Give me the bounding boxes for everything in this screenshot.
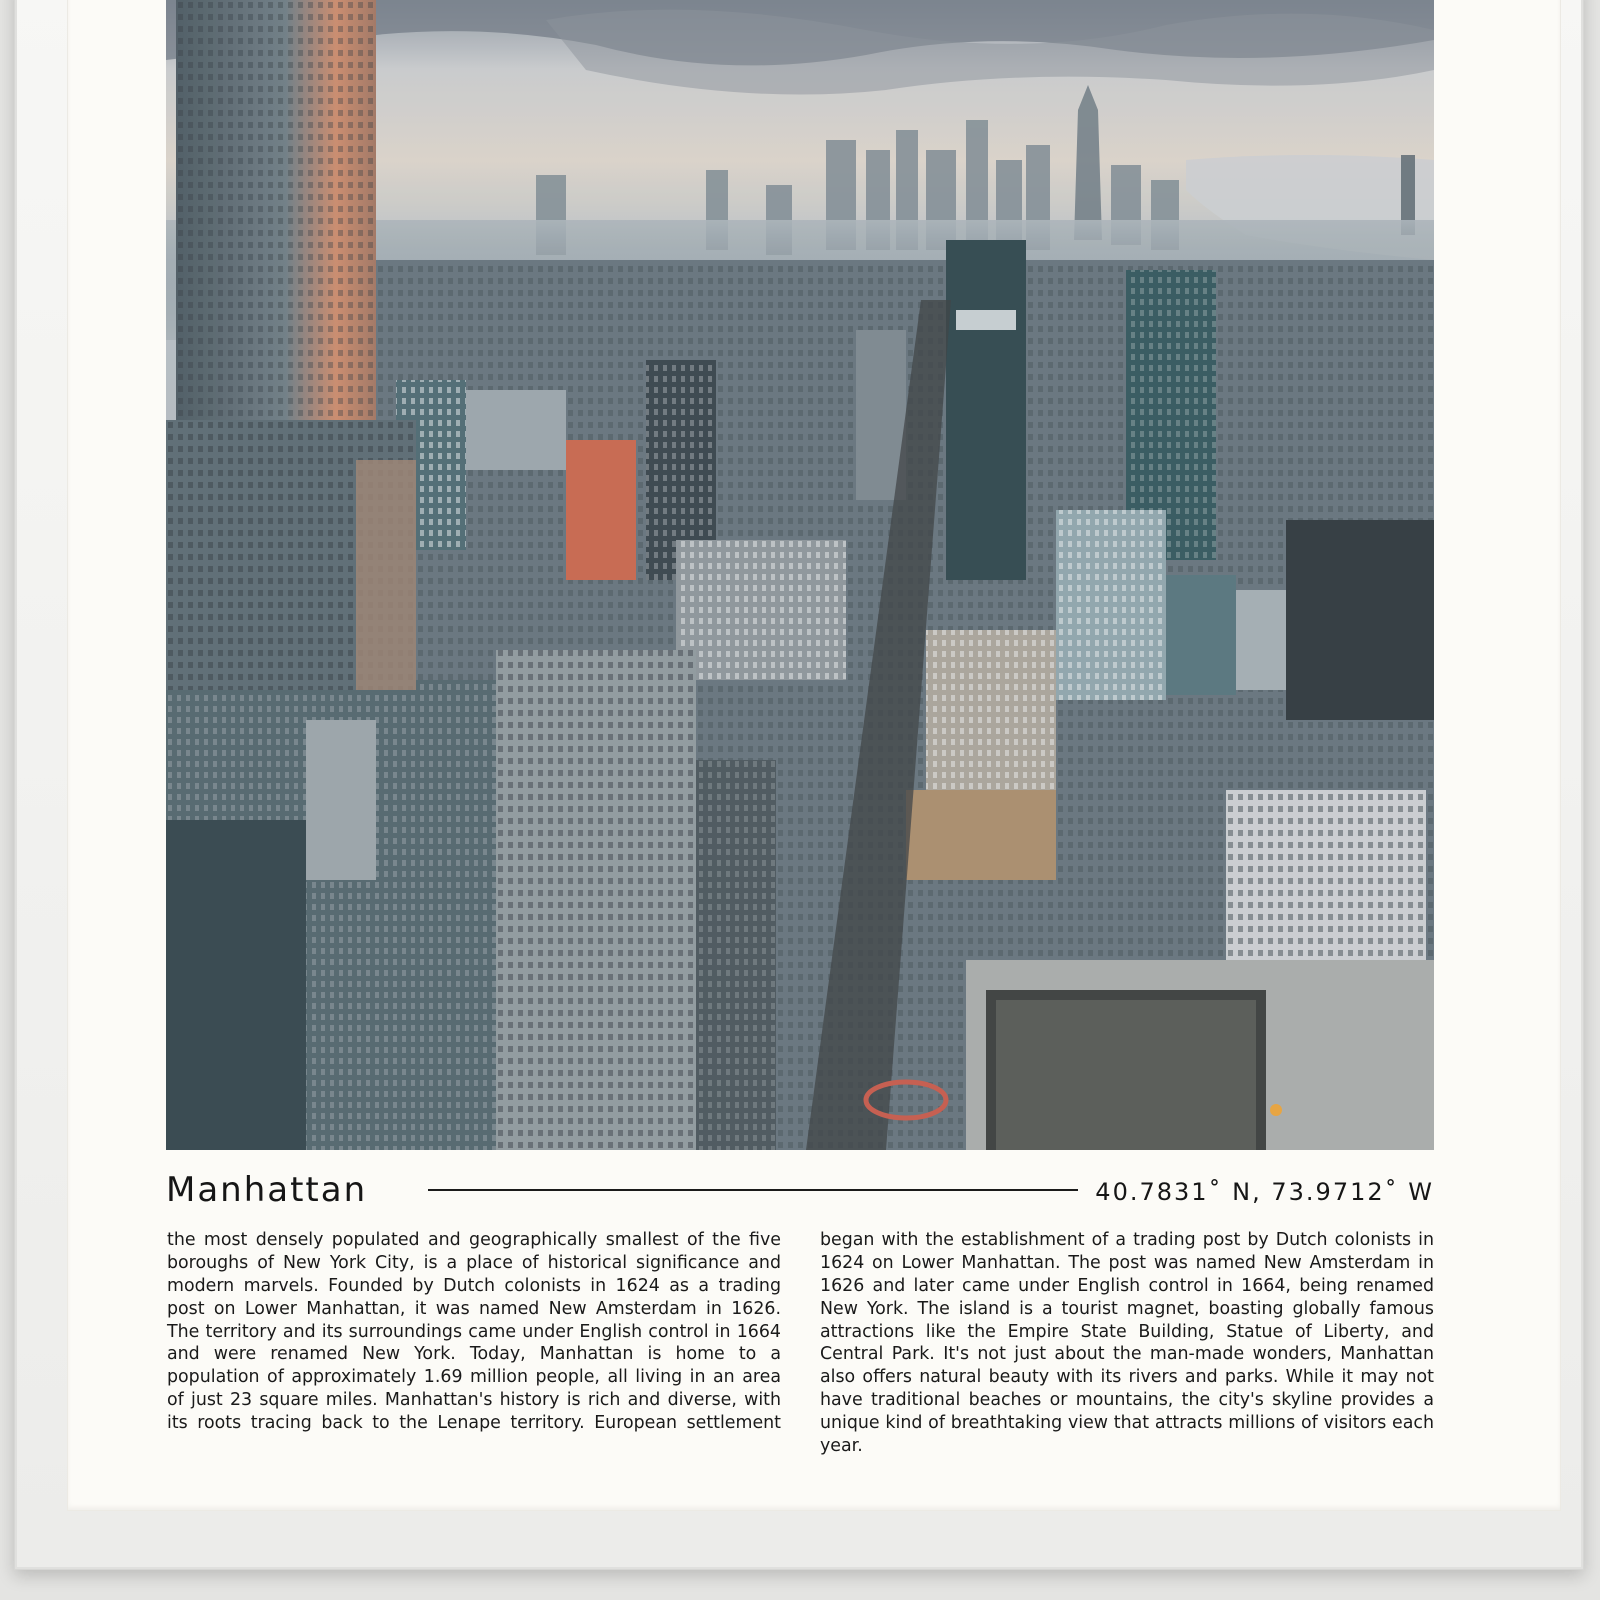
title-divider-line: [428, 1189, 1078, 1191]
caption-row: [166, 1170, 1434, 1210]
description-column-left: the most densely populated and geographically smallest of the five boroughs of New York City, is a place of historical significance and modern marvels. Founded by Dutch colonists in 1624 as a trading post on Lower Manhattan, it was named New Amsterdam in 1626. The territory and its surroundings came under English control in 1664 and were renamed New York. Today, Manhattan is home to a population of approximately 1.69 million people, all living in an area of just 23 square miles. Manhattan's history is rich and diverse, with its roots tracing back to the Lenape territory. European settlement: [167, 1230, 781, 1433]
poster-title: Manhattan: [166, 1170, 368, 1210]
manhattan-skyline-painting: [166, 0, 1434, 1150]
coordinates-label: 40.7831˚ N, 73.9712˚ W: [1095, 1178, 1434, 1206]
description-column-right: began with the establishment of a trading post by Dutch colonists in 1624 on Lower Manhattan. The post was named New Amsterdam in 1626 and later came under English control in 1664, being renamed New York. The island is a tourist magnet, boasting globally famous attractions like the Empire State Building, Statue of Liberty, and Central Park. It's not just about the man-made wonders, Manhattan also offers natural beauty with its rivers and parks. While it may not have traditional beaches or mountains, the city's skyline provides a unique kind of breathtaking view that attracts millions of visitors each year.: [820, 1230, 1434, 1456]
